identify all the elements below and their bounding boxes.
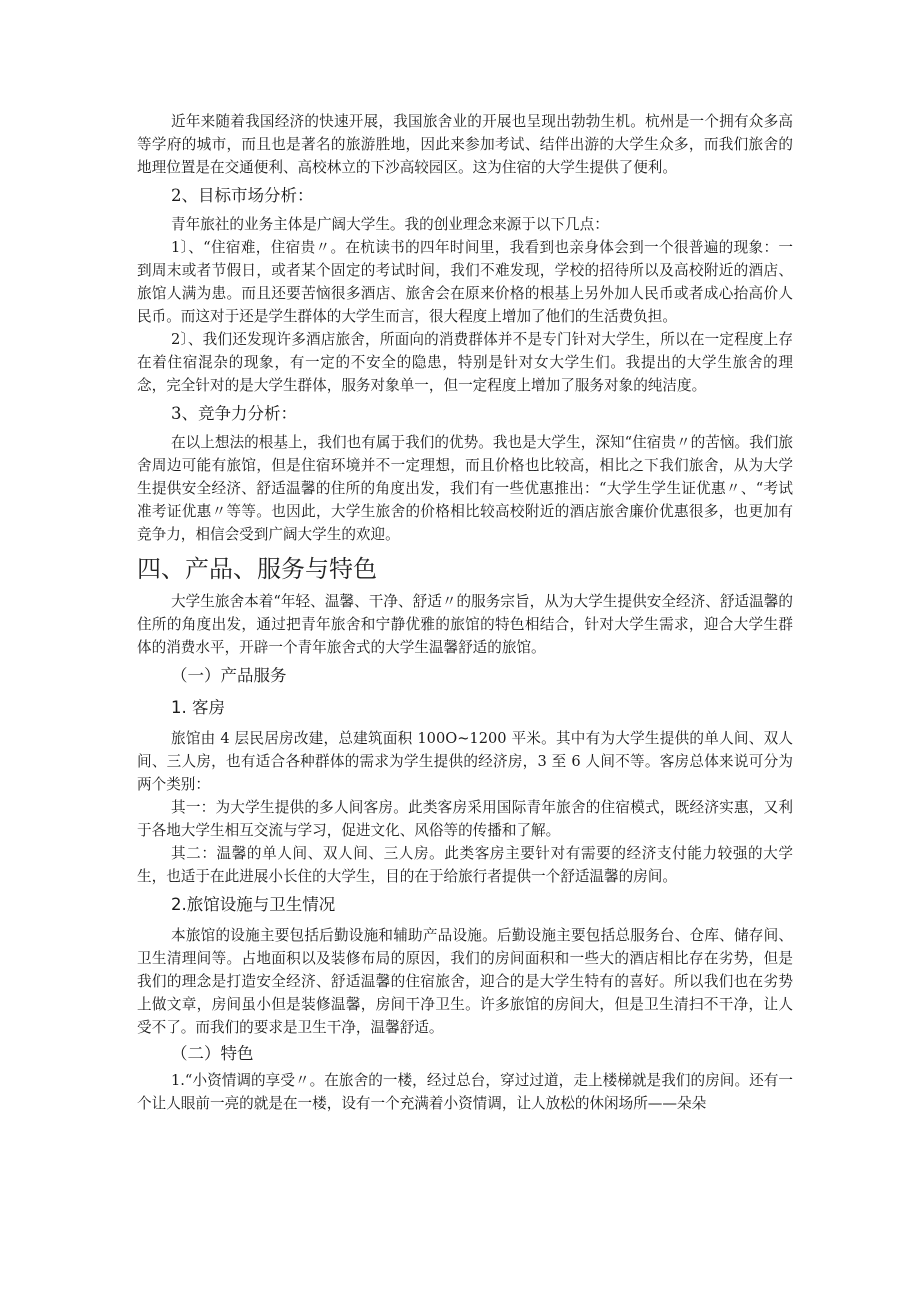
heading-target-market: 2、目标市场分析： [171, 186, 314, 205]
document-page [137, 110, 793, 1115]
paragraph-target-2: 1〕、“住宿难，住宿贵〃。在杭读书的四年时间里，我看到也亲身体会到一个很普遍的现象：一到周末或者节假日，或者某个固定的考试时间，我们不难发现，学校的招待所以及高校附近的酒店、旅馆人满为患。而且还要苦恼很多酒店、旅舍会在原来价格的根基上另外加人民币或者成心抬高价人民币。而这对于还是学生群体的大学生而言，很大程度上增加了他们的生活费负担。 [137, 239, 793, 325]
paragraph-section-4: 大学生旅舍本着“年轻、温馨、干净、舒适〃的服务宗旨，从为大学生提供安全经济、舒适温馨的住所的角度出发，通过把青年旅舍和宁静优雅的旅馆的特色相结合，针对大学生需求，迎合大学生群体的消费水平，开辟一个青年旅舍式的大学生温馨舒适的旅馆。 [137, 593, 793, 656]
heading-facilities: 2.旅馆设施与卫生情况 [171, 895, 336, 914]
paragraph-rooms-1: 旅馆由 4 层民居房改建，总建筑面积 100O~1200 平米。其中有为大学生提供的单人间、双人间、三人房，也有适合各种群体的需求为学生提供的经济房，3 至 6 人间不等。客房总体来说可分为两个类别： [137, 730, 793, 793]
paragraph-target-3: 2〕、我们还发现许多酒店旅舍，所面向的消费群体并不是专门针对大学生，所以在一定程度上存在着住宿混杂的现象，有一定的不安全的隐患，特别是针对女大学生们。我提出的大学生旅舍的理念，完全针对的是大学生群体，服务对象单一，但一定程度上增加了服务对象的纯洁度。 [137, 331, 793, 394]
heading-product-service: （一）产品服务 [171, 666, 287, 685]
paragraph-rooms-2: 其一：为大学生提供的多人间客房。此类客房采用国际青年旅舍的住宿模式，既经济实惠，又利于各地大学生相互交流与学习，促进文化、风俗等的传播和了解。 [137, 799, 793, 839]
paragraph-rooms-3: 其二：温馨的单人间、双人间、三人房。此类客房主要针对有需要的经济支付能力较强的大学生，也适于在此进展小长住的大学生，目的在于给旅行者提供一个舒适温馨的房间。 [137, 845, 793, 885]
heading-rooms: 1. 客房 [171, 698, 225, 717]
paragraph-target-1: 青年旅社的业务主体是广阔大学生。我的创业理念来源于以下几点： [171, 216, 609, 233]
paragraph-intro: 近年来随着我国经济的快速开展，我国旅舍业的开展也呈现出勃勃生机。杭州是一个拥有众多高等学府的城市，而且也是著名的旅游胜地，因此来参加考试、结伴出游的大学生众多，而我们旅舍的地理位置是在交通便利、高校林立的下沙高较园区。这为住宿的大学生提供了便利。 [137, 113, 793, 176]
paragraph-competitiveness: 在以上想法的根基上，我们也有属于我们的优势。我也是大学生，深知“住宿贵〃的苦恼。我们旅舍周边可能有旅馆，但是住宿环境并不一定理想，而且价格也比较高，相比之下我们旅舍，从为大学生提供安全经济、舒适温馨的住所的角度出发，我们有一些优惠推出：“大学生学生证优惠〃、“考试准考证优惠〃等等。也因此，大学生旅舍的价格相比较高校附近的酒店旅舍廉价优惠很多，也更加有竞争力，相信会受到广阔大学生的欢迎。 [137, 434, 793, 543]
heading-competitiveness: 3、竞争力分析： [171, 404, 297, 423]
heading-section-4: 四、产品、服务与特色 [137, 555, 377, 583]
heading-features: （二）特色 [171, 1044, 254, 1063]
paragraph-features: 1.“小资情调的享受〃。在旅舍的一楼，经过总台，穿过过道，走上楼梯就是我们的房间。还有一个让人眼前一亮的就是在一楼，设有一个充满着小资情调，让人放松的休闲场所——朵朵 [137, 1072, 793, 1112]
paragraph-facilities: 本旅馆的设施主要包括后勤设施和辅助产品设施。后勤设施主要包括总服务台、仓库、储存间、卫生清理间等。占地面积以及装修布局的原因，我们的房间面积和一些大的酒店相比存在劣势，但是我们的理念是打造安全经济、舒适温馨的住宿旅舍，迎合的是大学生特有的喜好。所以我们也在劣势上做文章，房间虽小但是装修温馨，房间干净卫生。许多旅馆的房间大，但是卫生清扫不干净，让人受不了。而我们的要求是卫生干净，温馨舒适。 [137, 927, 793, 1036]
